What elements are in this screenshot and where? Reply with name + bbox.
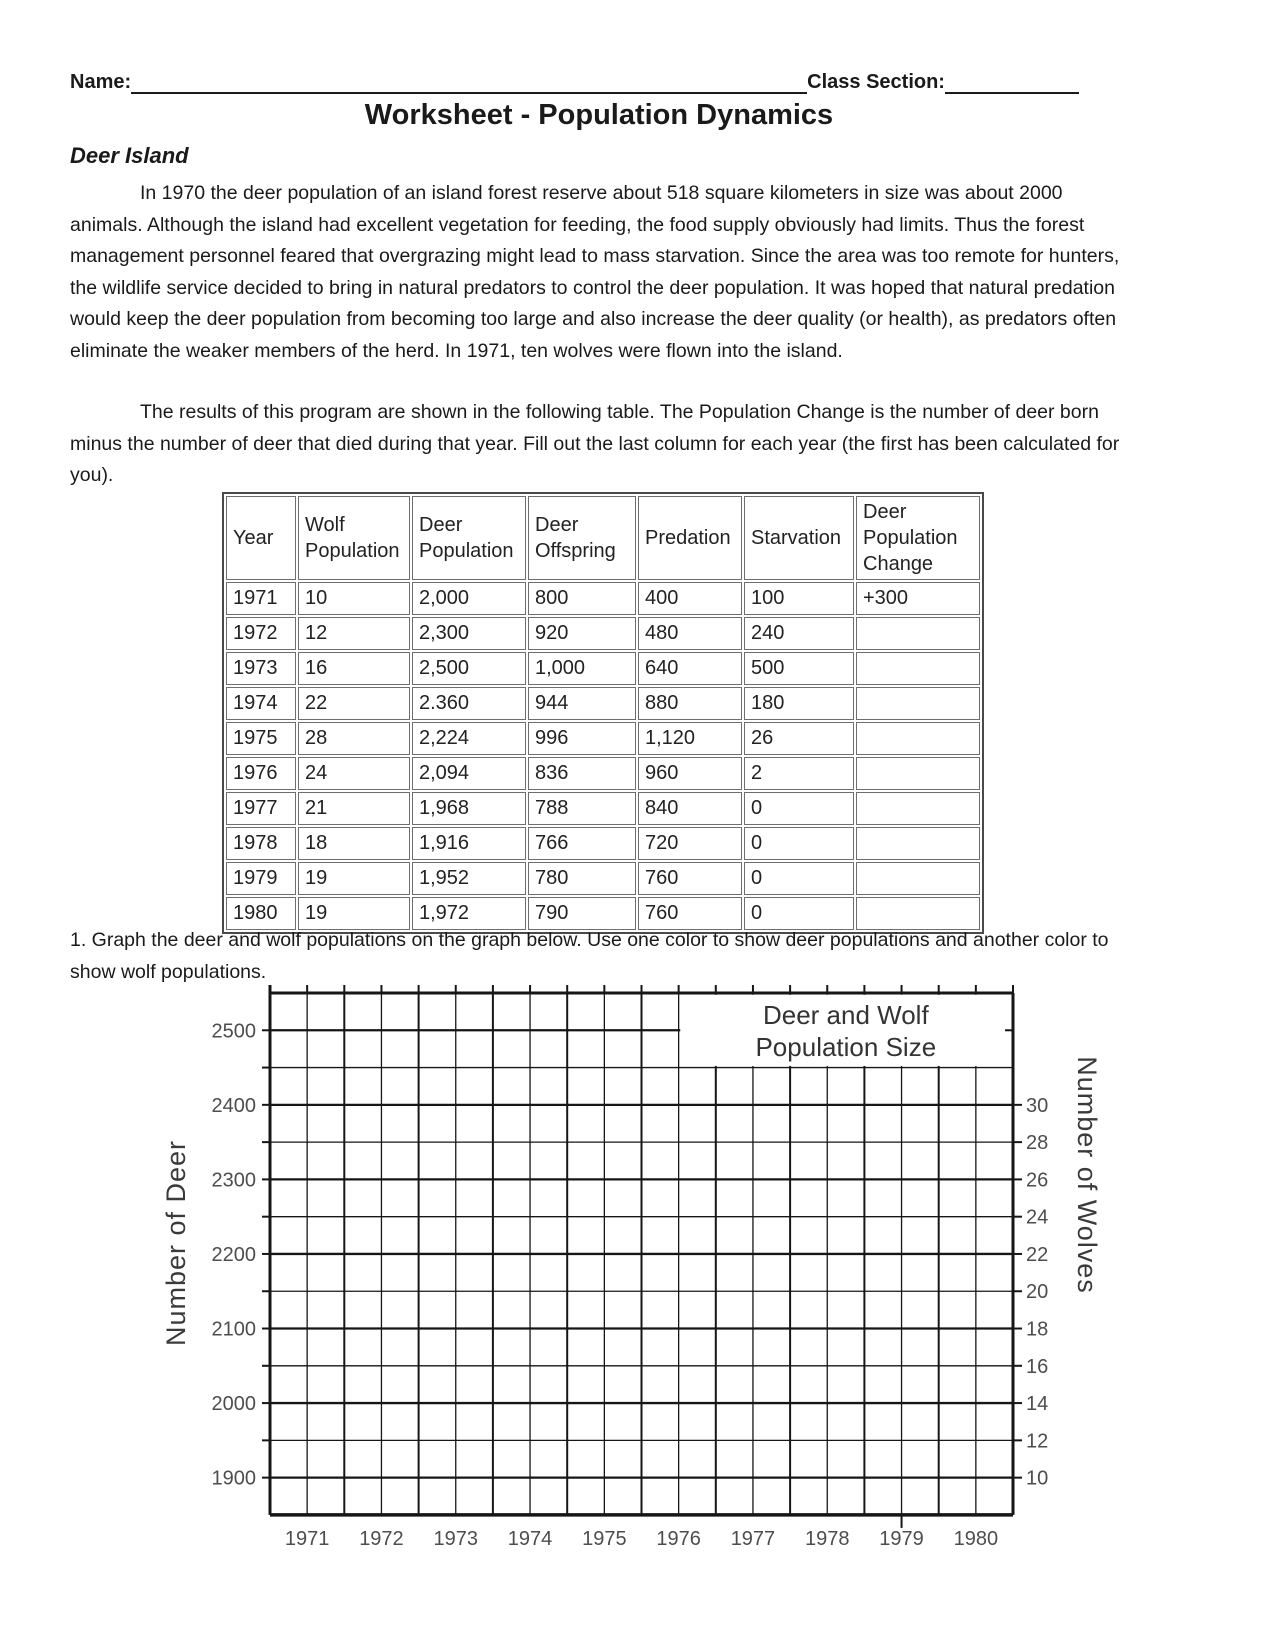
intro-paragraph: In 1970 the deer population of an island forest reserve about 518 square kilometers in size was about 2000 animals. Although the island had excellent vegetation for feeding, the food supply obviously had limits. Thus the forest management personnel feared that overgrazing might lead to mass starvation. Since the area was too remote for hunters, the wildlife service decided to bring in natural predators to control the deer population. It was hoped that natural predation would keep the deer population from becoming too large and also increase the deer quality (or health), as predators often eliminate the weaker members of the herd. In 1971, ten wolves were flown into the island. bbox=[70, 182, 1120, 362]
cell-predation: 720 bbox=[638, 827, 742, 860]
table-row bbox=[226, 792, 980, 825]
table-row bbox=[226, 757, 980, 790]
cell-deer-offspring: 800 bbox=[528, 582, 636, 615]
table-row bbox=[226, 652, 980, 685]
cell-year: 1979 bbox=[226, 862, 296, 895]
cell-deer-population-change bbox=[856, 687, 980, 720]
x-axis-tick-label-year: 1974 bbox=[507, 1527, 553, 1550]
population-graph bbox=[0, 960, 1275, 1600]
y-axis-tick-label-wolves: 12 bbox=[1026, 1430, 1049, 1453]
x-axis-tick-label-year: 1978 bbox=[805, 1527, 850, 1550]
cell-year: 1974 bbox=[226, 687, 296, 720]
cell-year: 1975 bbox=[226, 722, 296, 755]
y-axis-tick-label-wolves: 30 bbox=[1026, 1094, 1049, 1117]
table-row bbox=[226, 827, 980, 860]
cell-deer-offspring: 1,000 bbox=[528, 652, 636, 685]
y-axis-tick-label-wolves: 24 bbox=[1026, 1206, 1049, 1229]
header-predation: Predation bbox=[638, 496, 742, 580]
cell-deer-offspring: 780 bbox=[528, 862, 636, 895]
cell-wolf-population: 21 bbox=[298, 792, 410, 825]
x-axis-tick-label-year: 1976 bbox=[656, 1527, 701, 1550]
cell-deer-offspring: 788 bbox=[528, 792, 636, 825]
cell-deer-offspring: 944 bbox=[528, 687, 636, 720]
cell-deer-population: 1,968 bbox=[412, 792, 526, 825]
cell-starvation: 100 bbox=[744, 582, 854, 615]
cell-predation: 400 bbox=[638, 582, 742, 615]
y-axis-tick-label-wolves: 10 bbox=[1026, 1467, 1049, 1490]
cell-predation: 960 bbox=[638, 757, 742, 790]
cell-deer-population-change bbox=[856, 792, 980, 825]
cell-wolf-population: 12 bbox=[298, 617, 410, 650]
name-label: Name: bbox=[70, 71, 132, 93]
cell-starvation: 180 bbox=[744, 687, 854, 720]
cell-year: 1978 bbox=[226, 827, 296, 860]
population-table bbox=[222, 492, 984, 934]
x-axis-tick-label-year: 1975 bbox=[582, 1527, 627, 1550]
cell-year: 1976 bbox=[226, 757, 296, 790]
y-axis-tick-label-deer: 2400 bbox=[211, 1094, 256, 1117]
header-deer-population-change: Deer Population Change bbox=[856, 496, 980, 580]
cell-starvation: 0 bbox=[744, 827, 854, 860]
header-year: Year bbox=[226, 496, 296, 580]
cell-predation: 880 bbox=[638, 687, 742, 720]
chart-title-line1: Deer and Wolf bbox=[762, 1000, 929, 1030]
name-blank-line bbox=[131, 68, 807, 94]
cell-deer-population-change bbox=[856, 722, 980, 755]
cell-deer-population: 1,952 bbox=[412, 862, 526, 895]
question-1: 1. Graph the deer and wolf populations on the graph below. Use one color to show deer populations and another color to show wolf populations. bbox=[70, 929, 1109, 983]
cell-starvation: 240 bbox=[744, 617, 854, 650]
cell-year: 1980 bbox=[226, 897, 296, 930]
y-axis-tick-label-deer: 2100 bbox=[211, 1318, 256, 1341]
cell-year: 1971 bbox=[226, 582, 296, 615]
cell-deer-offspring: 920 bbox=[528, 617, 636, 650]
cell-deer-offspring: 836 bbox=[528, 757, 636, 790]
y-axis-tick-label-deer: 1900 bbox=[211, 1467, 256, 1490]
cell-wolf-population: 10 bbox=[298, 582, 410, 615]
cell-deer-population-change: +300 bbox=[856, 582, 980, 615]
cell-wolf-population: 28 bbox=[298, 722, 410, 755]
header-deer-population: Deer Population bbox=[412, 496, 526, 580]
y-axis-tick-label-wolves: 22 bbox=[1026, 1243, 1049, 1266]
name-class-row bbox=[70, 68, 1128, 94]
cell-starvation: 500 bbox=[744, 652, 854, 685]
cell-wolf-population: 19 bbox=[298, 897, 410, 930]
chart-title-line2: Population Size bbox=[755, 1032, 937, 1062]
cell-deer-population-change bbox=[856, 652, 980, 685]
x-axis-tick-label-year: 1979 bbox=[879, 1527, 924, 1550]
y-axis-title-wolves: Number of Wolves bbox=[1072, 1056, 1102, 1294]
header-starvation: Starvation bbox=[744, 496, 854, 580]
results-paragraph: The results of this program are shown in the following table. The Population Change is the number of deer born minus the number of deer that died during that year. Fill out the last column for each year (the first has been calculated for you). bbox=[70, 401, 1120, 486]
cell-deer-population: 2,094 bbox=[412, 757, 526, 790]
cell-deer-population: 1,916 bbox=[412, 827, 526, 860]
cell-deer-population: 2,224 bbox=[412, 722, 526, 755]
header-deer-offspring: Deer Offspring bbox=[528, 496, 636, 580]
x-axis-tick-label-year: 1973 bbox=[433, 1527, 478, 1550]
cell-wolf-population: 16 bbox=[298, 652, 410, 685]
cell-predation: 840 bbox=[638, 792, 742, 825]
y-axis-tick-label-deer: 2500 bbox=[211, 1020, 256, 1043]
y-axis-tick-label-wolves: 20 bbox=[1026, 1281, 1049, 1304]
cell-deer-population-change bbox=[856, 617, 980, 650]
population-table-container bbox=[222, 492, 984, 934]
table-row bbox=[226, 582, 980, 615]
table-row bbox=[226, 687, 980, 720]
cell-deer-population: 1,972 bbox=[412, 897, 526, 930]
cell-deer-population-change bbox=[856, 827, 980, 860]
cell-deer-population: 2,300 bbox=[412, 617, 526, 650]
y-axis-tick-label-deer: 2000 bbox=[211, 1393, 256, 1416]
cell-predation: 760 bbox=[638, 897, 742, 930]
cell-deer-population-change bbox=[856, 862, 980, 895]
cell-predation: 640 bbox=[638, 652, 742, 685]
cell-starvation: 2 bbox=[744, 757, 854, 790]
cell-year: 1977 bbox=[226, 792, 296, 825]
x-axis-tick-label-year: 1972 bbox=[359, 1527, 404, 1550]
cell-predation: 480 bbox=[638, 617, 742, 650]
y-axis-tick-label-wolves: 14 bbox=[1026, 1393, 1049, 1416]
cell-predation: 1,120 bbox=[638, 722, 742, 755]
x-axis-tick-label-year: 1977 bbox=[730, 1527, 776, 1550]
cell-wolf-population: 18 bbox=[298, 827, 410, 860]
cell-wolf-population: 19 bbox=[298, 862, 410, 895]
cell-year: 1972 bbox=[226, 617, 296, 650]
cell-deer-offspring: 996 bbox=[528, 722, 636, 755]
y-axis-tick-label-wolves: 28 bbox=[1026, 1132, 1049, 1155]
x-axis-tick-label-year: 1971 bbox=[284, 1527, 330, 1550]
y-axis-tick-label-wolves: 26 bbox=[1026, 1169, 1049, 1192]
cell-predation: 760 bbox=[638, 862, 742, 895]
class-section-blank-line bbox=[945, 68, 1079, 94]
cell-starvation: 26 bbox=[744, 722, 854, 755]
cell-deer-offspring: 790 bbox=[528, 897, 636, 930]
section-heading: Deer Island bbox=[70, 143, 189, 168]
header-wolf-population: Wolf Population bbox=[298, 496, 410, 580]
cell-deer-population: 2,500 bbox=[412, 652, 526, 685]
cell-wolf-population: 24 bbox=[298, 757, 410, 790]
cell-year: 1973 bbox=[226, 652, 296, 685]
cell-deer-population: 2,000 bbox=[412, 582, 526, 615]
table-header-row bbox=[226, 496, 980, 580]
y-axis-title-deer: Number of Deer bbox=[161, 1139, 191, 1347]
table-row bbox=[226, 862, 980, 895]
page-title: Worksheet - Population Dynamics bbox=[364, 99, 834, 131]
cell-deer-population-change bbox=[856, 757, 980, 790]
y-axis-tick-label-deer: 2300 bbox=[211, 1169, 256, 1192]
class-section-label: Class Section: bbox=[807, 71, 945, 93]
y-axis-tick-label-wolves: 18 bbox=[1026, 1318, 1049, 1341]
table-row bbox=[226, 617, 980, 650]
cell-deer-population: 2.360 bbox=[412, 687, 526, 720]
x-axis-tick-label-year: 1980 bbox=[953, 1527, 999, 1550]
cell-starvation: 0 bbox=[744, 792, 854, 825]
cell-wolf-population: 22 bbox=[298, 687, 410, 720]
cell-starvation: 0 bbox=[744, 862, 854, 895]
y-axis-tick-label-deer: 2200 bbox=[211, 1243, 256, 1266]
table-row bbox=[226, 722, 980, 755]
cell-starvation: 0 bbox=[744, 897, 854, 930]
cell-deer-offspring: 766 bbox=[528, 827, 636, 860]
y-axis-tick-label-wolves: 16 bbox=[1026, 1355, 1049, 1378]
